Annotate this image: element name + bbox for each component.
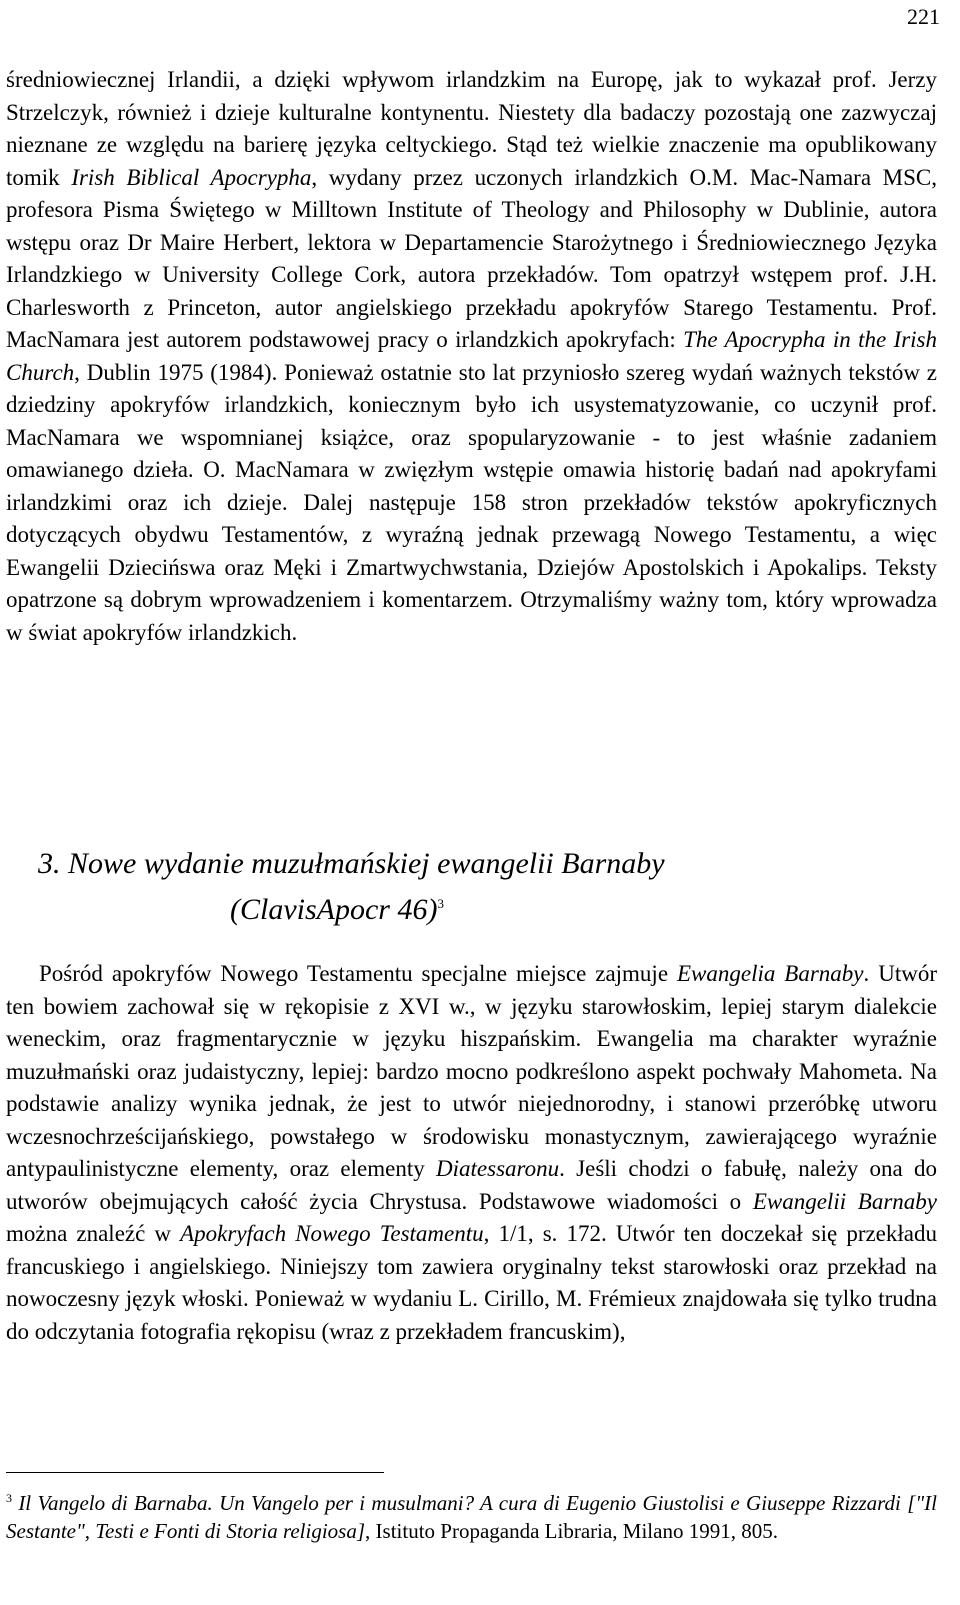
footnote-separator bbox=[6, 1472, 384, 1473]
italic-text: Il Vangelo di Barnaba. Un Vangelo per i musulmani? A cura di Eugenio Giustolisi e Giuseppe Rizzardi ["Il Sestante", Testi e Fonti di Storia religiosa] bbox=[6, 1491, 938, 1543]
text-run: . Utwór ten bowiem zachował się w rękopisie z XVI w., w języku starowłoskim, lepiej starym dialekcie weneckim, oraz fragmentarycznie w języku hiszpańskim. Ewangelia ma charakter wyraźnie muzułmański oraz judaistyczny, lepiej: bardzo mocno podkreślono aspekt pochwały Mahometa. Na podstawie analizy wynika jednak, że jest to utwór niejednorodny, i stanowi przeróbkę utworu wczesnochrześcijańskiego, powstałego w środowisku monastycznym, zawierającego wyraźnie antypaulinistyczne elementy, oraz elementy bbox=[6, 961, 937, 1181]
page-number: 221 bbox=[907, 4, 940, 29]
italic-text: The Apocrypha in the Irish Church bbox=[6, 327, 937, 385]
text-run: . Jeśli chodzi o fabułę, należy ona do utworów obejmujących całość życia Chrystusa. Podstawowe wiadomości o bbox=[6, 1156, 938, 1214]
text-run: , Dublin 1975 (1984). Ponieważ ostatnie sto lat przyniosło szereg wydań ważnych tekstów z dziedziny apokryfów irlandzkich, koniecznym było ich usystematyzowanie, co uczynił prof. MacNamara we wspomnianej książce, oraz spopularyzowanie - to jest właśnie zadaniem omawianego dzieła. O. MacNamara w zwięzłym wstępie omawia historię badań nad apokryfami irlandzkimi oraz ich dzieje. Dalej następuje 158 stron przekładów tekstów apokryficznych dotyczących obydwu Testamentów, z wyraźną jednak przewagą Nowego Testamentu, a więc Ewangelii Dziecińswa oraz Męki i Zmartwychwstania, Dziejów Apostolskich i Apokalips. Teksty opatrzone są dobrym wprowadzeniem i komentarzem. Otrzymaliśmy ważny tom, który wprowadza w świat apokryfów irlandzkich. bbox=[6, 359, 937, 645]
text-run: Pośród apokryfów Nowego Testamentu specjalne miejsce zajmuje bbox=[39, 961, 677, 986]
text-run: średniowiecznej Irlandii, a dzięki wpływom irlandzkim na Europę, jak to wykazał prof. Jerzy Strzelczyk, również i dzieje kulturalne kontynentu. Niestety dla badaczy pozostają one zazwyczaj nieznane ze względu na barierę języka celtyckiego. Stąd też wielkie znaczenie ma opublikowany tomik bbox=[6, 67, 937, 190]
text-run: , 1/1, s. 172. Utwór ten doczekał się przekładu francuskiego i angielskiego. Niniejszy tom zawiera oryginalny tekst starowłoski oraz przekład na nowoczesny język włoski. Ponieważ w wydaniu L. Cirillo, M. Frémieux znajdowała się tylko trudna do odczytania fotografia rękopisu (wraz z przekładem francuskim), bbox=[6, 1221, 937, 1344]
footnote-text bbox=[6, 1491, 937, 1543]
section-heading-line-2 bbox=[0, 887, 960, 933]
section-heading-line-1: 3. Nowe wydanie muzułmańskiej ewangelii Barnaby bbox=[38, 847, 665, 880]
footnote-number: 3 bbox=[6, 1491, 12, 1505]
italic-text: Apokryfach Nowego Testamentu bbox=[180, 1221, 484, 1246]
text-run: , wydany przez uczonych irlandzkich O.M. Mac-Namara MSC, profesora Pisma Świętego w Milltown Institute of Theology and Philosophy w Dublinie, autora wstępu oraz Dr Maire Herbert, lektora w Departamencie Starożytnego i Średniowiecznego Języka Irlandzkiego w University College Cork, autora przekładów. Tom opatrzył wstępem prof. J.H. Charlesworth z Princeton, autor angielskiego przekładu apokryfów Starego Testamentu. Prof. MacNamara jest autorem podstawowej pracy o irlandzkich apokryfach: bbox=[6, 164, 937, 352]
body-paragraph-2 bbox=[6, 958, 937, 1348]
text-run: , Istituto Propaganda Libraria, Milano 1991, 805. bbox=[365, 1518, 778, 1543]
section-heading-clavis: (ClavisApocr 46) bbox=[230, 893, 438, 926]
italic-text: Ewangelii Barnaby bbox=[752, 1188, 937, 1214]
italic-text: Irish Biblical Apocrypha bbox=[71, 164, 312, 190]
text-run: można znaleźć w bbox=[6, 1221, 181, 1246]
section-heading bbox=[0, 841, 960, 933]
italic-text: Ewangelia Barnaby bbox=[676, 961, 864, 986]
body-paragraph-1 bbox=[6, 64, 937, 649]
footnote-reference[interactable]: 3 bbox=[437, 896, 444, 911]
italic-text: Diatessaronu bbox=[436, 1156, 560, 1181]
footnote bbox=[6, 1490, 937, 1545]
